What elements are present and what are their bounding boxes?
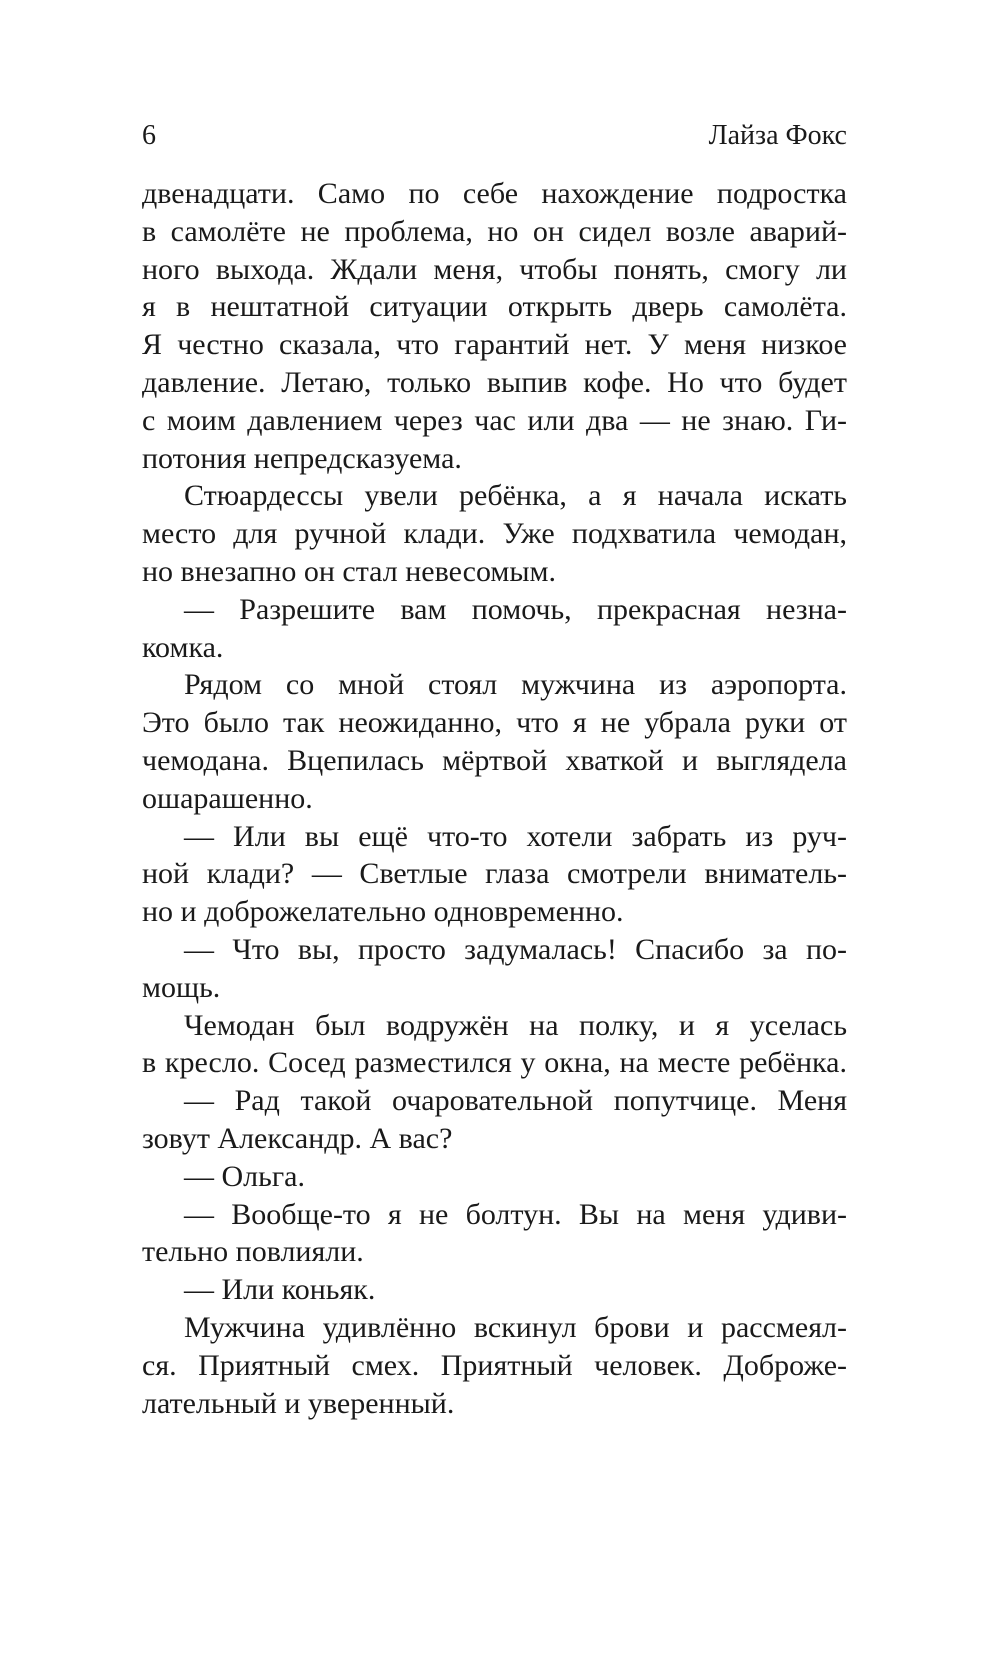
- text-line: в кресло. Сосед разместился у окна, на месте ребёнка.: [142, 1046, 847, 1080]
- text-line: — Или коньяк.: [184, 1273, 376, 1307]
- text-line: зовут Александр. А вас?: [142, 1121, 453, 1155]
- body-text: [142, 175, 847, 1422]
- text-line: ся. Приятный смех. Приятный человек. Доброже-: [142, 1348, 847, 1382]
- running-head-author: Лайза Фокс: [708, 120, 847, 151]
- text-line: Рядом со мной стоял мужчина из аэропорта.: [184, 668, 847, 702]
- text-line: Стюардессы увели ребёнка, а я начала искать: [184, 479, 847, 513]
- text-line: — Ольга.: [184, 1159, 305, 1193]
- text-line: Мужчина удивлённо вскинул брови и рассмеял-: [184, 1310, 847, 1344]
- text-line: но и доброжелательно одновременно.: [142, 895, 624, 929]
- page-number: 6: [142, 120, 156, 151]
- text-line: — Разрешите вам помочь, прекрасная незна-: [184, 592, 847, 626]
- text-line: тельно повлияли.: [142, 1235, 364, 1269]
- text-line: ошарашенно.: [142, 781, 313, 815]
- text-line: — Или вы ещё что-то хотели забрать из руч-: [184, 819, 847, 853]
- text-line: комка.: [142, 630, 224, 664]
- text-line: ного выхода. Ждали меня, чтобы понять, смогу ли: [142, 252, 847, 286]
- text-line: мощь.: [142, 970, 221, 1004]
- text-line: место для ручной клади. Уже подхватила чемодан,: [142, 517, 847, 551]
- text-line: двенадцати. Само по себе нахождение подростка: [142, 177, 847, 210]
- text-line: в самолёте не проблема, но он сидел возле аварий-: [142, 214, 847, 248]
- text-line: чемодана. Вцепилась мёртвой хваткой и выглядела: [142, 743, 847, 777]
- text-line: Я честно сказала, что гарантий нет. У меня низкое: [142, 328, 847, 362]
- text-line: с моим давлением через час или два — не знаю. Ги-: [142, 403, 847, 437]
- text-line: но внезапно он стал невесомым.: [142, 554, 557, 588]
- text-line: — Вообще-то я не болтун. Вы на меня удиви-: [184, 1197, 847, 1231]
- text-line: Чемодан был водружён на полку, и я уселась: [184, 1008, 847, 1042]
- running-head: [142, 118, 847, 154]
- text-line: — Рад такой очаровательной попутчице. Меня: [184, 1084, 847, 1118]
- text-line: Это было так неожиданно, что я не убрала руки от: [142, 706, 847, 740]
- text-line: — Что вы, просто задумалась! Спасибо за по-: [184, 932, 847, 966]
- text-line: лательный и уверенный.: [142, 1386, 455, 1420]
- text-line: потония непредсказуема.: [142, 441, 462, 475]
- text-line: я в нештатной ситуации открыть дверь самолёта.: [142, 290, 847, 324]
- text-line: ной клади? — Светлые глаза смотрели вниматель-: [142, 857, 847, 891]
- text-line: давление. Летаю, только выпив кофе. Но что будет: [142, 365, 847, 399]
